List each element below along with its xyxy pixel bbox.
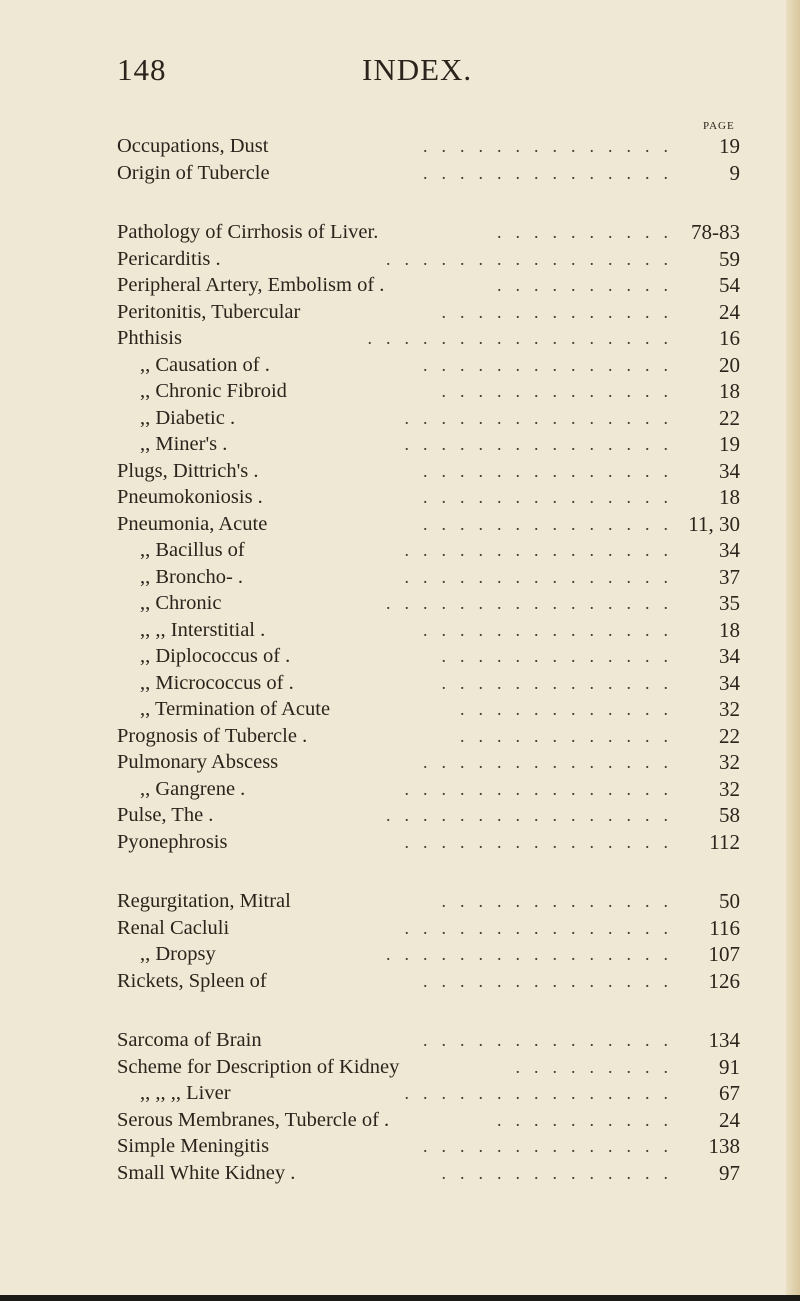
- entry-page-number: 59: [719, 246, 740, 271]
- index-entry: [0, 723, 800, 750]
- entry-label: Plugs, Dittrich's .: [117, 459, 259, 482]
- entry-label: Peripheral Artery, Embolism of .: [117, 274, 385, 296]
- entry-page-number: 22: [719, 405, 740, 430]
- leader-dots: ..............: [423, 460, 682, 481]
- index-entry: [0, 670, 800, 697]
- leader-dots: ...............: [404, 566, 682, 587]
- entry-page-number: 24: [719, 299, 740, 324]
- entry-label: ,, Dropsy: [140, 943, 216, 965]
- entry-page-number: 107: [708, 942, 740, 966]
- index-entry: [0, 564, 800, 591]
- entry-label: ,, Chronic Fibroid: [140, 380, 287, 402]
- entry-page-number: 32: [719, 776, 740, 801]
- entry-label: ,, Causation of .: [140, 353, 270, 376]
- entry-label: Occupations, Dust: [117, 135, 269, 157]
- leader-dots: ...............: [404, 407, 682, 428]
- entry-page-number: 34: [719, 458, 740, 483]
- entry-label: Sarcoma of Brain: [117, 1029, 262, 1051]
- index-entry: [0, 802, 800, 829]
- leader-dots: ................: [386, 944, 682, 964]
- entry-page-number: 18: [719, 379, 740, 403]
- entry-label: ,, Termination of Acute: [140, 698, 331, 720]
- index-entry: [0, 617, 800, 644]
- index-entry: [0, 941, 800, 968]
- leader-dots: .............: [441, 672, 682, 693]
- entry-page-number: 32: [719, 697, 740, 721]
- index-entry: [0, 431, 800, 458]
- leader-dots: ...............: [404, 540, 682, 560]
- index-group: [0, 219, 800, 855]
- entry-page-number: 34: [719, 644, 740, 668]
- index-entry: [0, 1080, 800, 1107]
- leader-dots: .............: [441, 1162, 682, 1183]
- entry-label: Scheme for Description of Kidney: [117, 1055, 400, 1078]
- leader-dots: ..............: [423, 1136, 682, 1156]
- page-title: INDEX.: [362, 52, 473, 87]
- index-entry: [0, 405, 800, 432]
- entry-label: Origin of Tubercle: [117, 161, 270, 184]
- entry-page-number: 18: [719, 617, 740, 642]
- index-entry: [0, 299, 800, 326]
- leader-dots: ..............: [423, 354, 682, 375]
- index-entry: [0, 1054, 800, 1081]
- entry-page-number: 138: [708, 1134, 740, 1158]
- entry-page-number: 9: [729, 160, 740, 185]
- index-entry: [0, 888, 800, 915]
- entry-page-number: 134: [708, 1028, 740, 1052]
- entry-label: Pulse, The .: [117, 804, 214, 826]
- index-entry: [0, 325, 800, 352]
- index-entry: [0, 1133, 800, 1160]
- index-entry: [0, 219, 800, 246]
- entry-label: Pathology of Cirrhosis of Liver.: [117, 221, 379, 243]
- entry-label: Simple Meningitis: [117, 1135, 270, 1157]
- leader-dots: ...............: [404, 917, 682, 938]
- index-entry: [0, 511, 800, 538]
- leader-dots: .............: [441, 646, 682, 666]
- index-entry: [0, 352, 800, 379]
- leader-dots: ..............: [423, 162, 682, 183]
- entry-page-number: 11, 30: [688, 511, 740, 536]
- entry-page-number: 19: [719, 134, 740, 158]
- leader-dots: ..........: [497, 222, 682, 242]
- index-entry: [0, 829, 800, 856]
- entry-label: ,, Chronic: [140, 592, 222, 614]
- entry-page-number: 20: [719, 352, 740, 377]
- index-entry: [0, 696, 800, 723]
- index-entries: [0, 133, 800, 1219]
- page-column-label: PAGE: [703, 120, 735, 132]
- index-entry: [0, 776, 800, 803]
- leader-dots: .............: [441, 381, 682, 401]
- entry-label: ,, ,, Interstitial .: [140, 618, 266, 641]
- index-entry: [0, 915, 800, 942]
- leader-dots: .................: [367, 328, 682, 348]
- entry-label: ,, Gangrene .: [140, 777, 246, 800]
- entry-page-number: 67: [719, 1081, 740, 1105]
- entry-label: Serous Membranes, Tubercle of .: [117, 1108, 390, 1131]
- index-entry: [0, 246, 800, 273]
- page-bottom-border: [0, 1295, 800, 1301]
- index-entry: [0, 484, 800, 511]
- entry-label: ,, ,, ,, Liver: [140, 1082, 231, 1104]
- entry-page-number: 54: [719, 273, 740, 297]
- entry-label: Peritonitis, Tubercular: [117, 300, 301, 323]
- entry-page-number: 32: [719, 750, 740, 774]
- leader-dots: .........: [515, 1056, 682, 1077]
- entry-label: ,, Broncho- .: [140, 565, 244, 588]
- entry-page-number: 78-83: [691, 220, 740, 244]
- entry-page-number: 97: [719, 1160, 740, 1185]
- entry-label: Pyonephrosis: [117, 830, 228, 853]
- leader-dots: ............: [460, 725, 682, 746]
- index-entry: [0, 1160, 800, 1187]
- entry-label: Rickets, Spleen of: [117, 969, 267, 992]
- entry-label: Pulmonary Abscess: [117, 751, 279, 773]
- index-entry: [0, 590, 800, 617]
- entry-label: Phthisis: [117, 327, 182, 349]
- index-entry: [0, 537, 800, 564]
- entry-label: Small White Kidney .: [117, 1161, 296, 1184]
- leader-dots: ..........: [497, 1109, 682, 1130]
- entry-label: Regurgitation, Mitral: [117, 890, 291, 912]
- leader-dots: ................: [386, 248, 682, 269]
- leader-dots: .............: [441, 891, 682, 911]
- index-group: [0, 133, 800, 186]
- entry-label: Renal Cacluli: [117, 916, 230, 939]
- entry-page-number: 34: [719, 670, 740, 695]
- entry-page-number: 37: [719, 564, 740, 589]
- leader-dots: ..............: [423, 970, 682, 991]
- entry-page-number: 24: [719, 1107, 740, 1132]
- entry-page-number: 116: [709, 915, 740, 940]
- leader-dots: ..............: [423, 513, 682, 534]
- entry-label: Pericarditis .: [117, 247, 221, 270]
- leader-dots: ..............: [423, 752, 682, 772]
- page-number: 148: [117, 52, 167, 87]
- leader-dots: .............: [441, 301, 682, 322]
- index-entry: [0, 378, 800, 405]
- leader-dots: ................: [386, 805, 682, 825]
- entry-label: ,, Diabetic .: [140, 406, 236, 429]
- leader-dots: ..............: [423, 619, 682, 640]
- entry-page-number: 34: [719, 538, 740, 562]
- entry-page-number: 58: [719, 803, 740, 827]
- entry-label: ,, Diplococcus of .: [140, 645, 291, 667]
- leader-dots: ............: [460, 699, 682, 719]
- leader-dots: ..............: [423, 136, 682, 156]
- entry-page-number: 22: [719, 723, 740, 748]
- entry-page-number: 91: [719, 1054, 740, 1079]
- entry-page-number: 50: [719, 889, 740, 913]
- index-entry: [0, 160, 800, 187]
- index-entry: [0, 643, 800, 670]
- entry-label: Pneumokoniosis .: [117, 486, 263, 508]
- leader-dots: ..............: [423, 1030, 682, 1050]
- leader-dots: ...............: [404, 831, 682, 852]
- index-entry: [0, 272, 800, 299]
- entry-page-number: 112: [709, 829, 740, 854]
- entry-page-number: 126: [708, 968, 740, 993]
- leader-dots: ...............: [404, 1083, 682, 1103]
- leader-dots: ...............: [404, 778, 682, 799]
- index-entry: [0, 968, 800, 995]
- index-entry: [0, 1107, 800, 1134]
- index-group: [0, 888, 800, 994]
- entry-page-number: 16: [719, 326, 740, 350]
- page-header: [0, 52, 800, 92]
- entry-label: Pneumonia, Acute: [117, 512, 268, 535]
- entry-label: ,, Miner's .: [140, 433, 228, 455]
- entry-page-number: 18: [719, 485, 740, 509]
- entry-label: Prognosis of Tubercle .: [117, 724, 308, 747]
- leader-dots: ..........: [497, 275, 682, 295]
- entry-page-number: 35: [719, 591, 740, 615]
- entry-label: ,, Micrococcus of .: [140, 671, 294, 694]
- index-entry: [0, 1027, 800, 1054]
- leader-dots: ...............: [404, 434, 682, 454]
- index-group: [0, 1027, 800, 1186]
- entry-label: ,, Bacillus of: [140, 539, 245, 561]
- entry-page-number: 19: [719, 432, 740, 456]
- index-entry: [0, 458, 800, 485]
- index-entry: [0, 749, 800, 776]
- index-entry: [0, 133, 800, 160]
- leader-dots: ................: [386, 593, 682, 613]
- leader-dots: ..............: [423, 487, 682, 507]
